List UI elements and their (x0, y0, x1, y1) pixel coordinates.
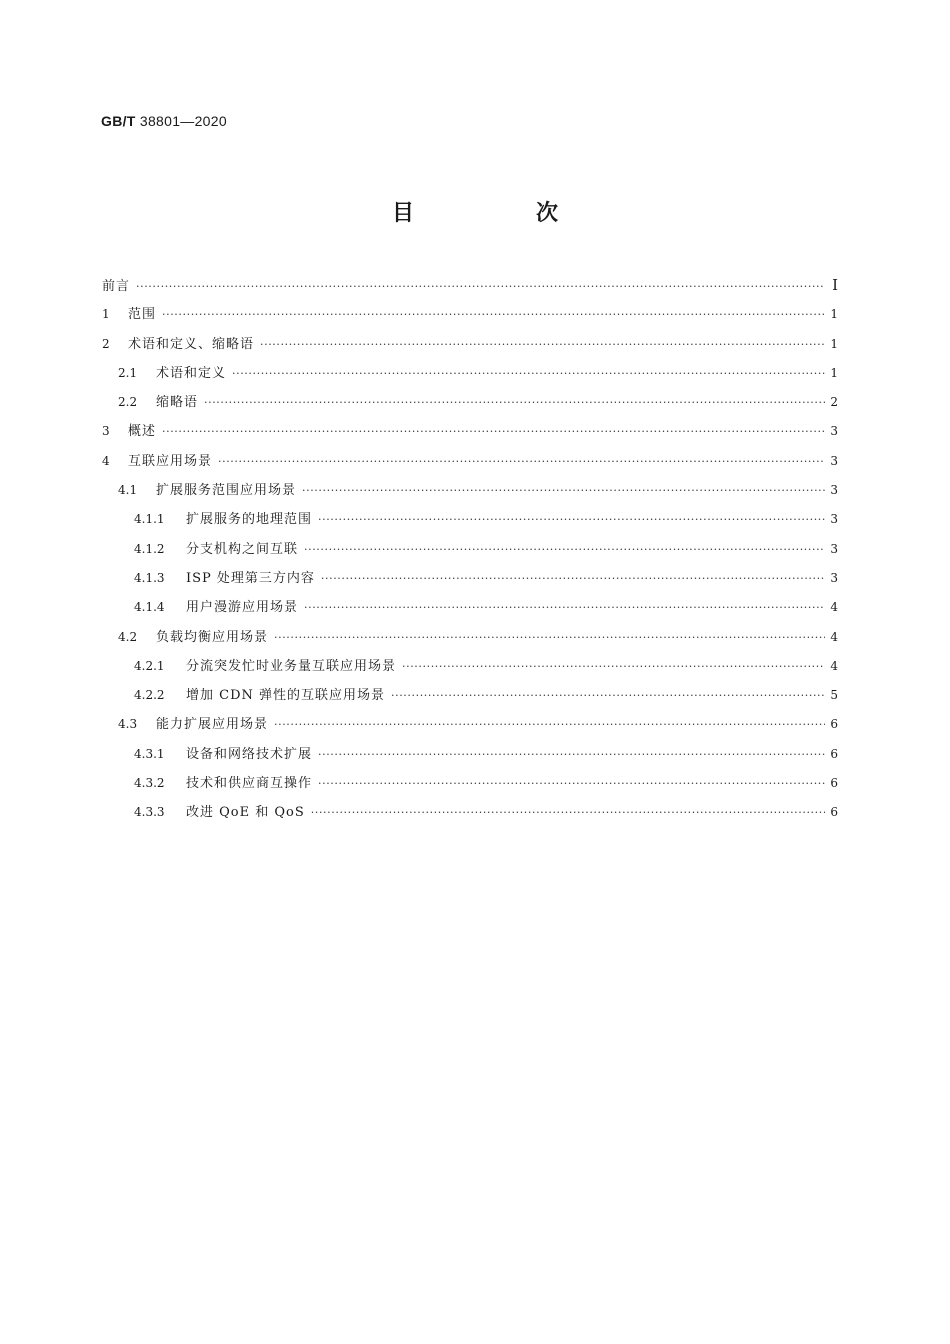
toc-entry-title: 术语和定义 (156, 365, 227, 381)
dot-leader (318, 508, 825, 532)
toc-entry[interactable] (102, 742, 838, 771)
toc-entry-number: 2.2 (118, 395, 138, 410)
toc-entry-title: 术语和定义、缩略语 (128, 336, 255, 352)
toc-entry-number: 4.1.4 (134, 600, 165, 615)
standard-code (101, 113, 227, 129)
dot-leader (318, 772, 825, 796)
dot-leader (274, 713, 825, 737)
toc-entry-title: 互联应用场景 (128, 453, 213, 469)
toc-entry[interactable] (102, 332, 838, 361)
toc-entry-number: 4.2.2 (134, 688, 165, 703)
toc-entry-title: 能力扩展应用场景 (156, 717, 269, 733)
dot-leader (304, 538, 825, 562)
toc-entry[interactable] (102, 302, 838, 331)
toc-entry-number: 4.3 (118, 717, 138, 732)
toc-entry-page: 6 (830, 717, 838, 732)
toc-entry-title: 概述 (128, 424, 157, 440)
toc-entry-title: 分支机构之间互联 (186, 541, 299, 557)
toc-entry[interactable] (102, 390, 838, 419)
dot-leader (318, 743, 825, 767)
dot-leader (162, 420, 825, 444)
toc-entry-page: 2 (830, 395, 838, 410)
toc-entry-title: 改进 QoE 和 QoS (186, 805, 305, 821)
toc-entry[interactable] (102, 419, 838, 448)
toc-entry-number: 4.1 (118, 483, 138, 498)
toc-entry-page: 4 (830, 629, 838, 644)
toc-entry-page: 6 (830, 805, 838, 820)
toc-entry-page: 4 (830, 600, 838, 615)
toc-entry-title: 分流突发忙时业务量互联应用场景 (186, 658, 397, 674)
toc-entry[interactable] (102, 478, 838, 507)
toc-entry-number: 4.2.1 (134, 658, 165, 673)
toc-entry-page: 3 (830, 483, 838, 498)
toc-entry-number: 4.3.1 (134, 746, 165, 761)
standard-prefix: GB/T (101, 113, 136, 129)
toc-entry[interactable] (102, 800, 838, 829)
toc-entry[interactable] (102, 595, 838, 624)
toc-entry[interactable] (102, 771, 838, 800)
toc-entry[interactable] (102, 654, 838, 683)
toc-entry-page: 6 (830, 746, 838, 761)
toc-entry[interactable] (102, 537, 838, 566)
dot-leader (232, 362, 825, 386)
dot-leader (162, 303, 825, 327)
toc-entry[interactable] (102, 566, 838, 595)
toc-entry-page: 1 (830, 365, 838, 380)
toc-entry-page: 5 (830, 688, 838, 703)
toc-entry-number: 4.2 (118, 629, 138, 644)
toc-entry-page: Ⅰ (832, 276, 838, 294)
toc-entry-page: 6 (830, 776, 838, 791)
dot-leader (311, 801, 825, 825)
dot-leader (274, 626, 825, 650)
toc-entry-number: 4.1.1 (134, 512, 165, 527)
dot-leader (402, 655, 825, 679)
toc-entry-title: 缩略语 (156, 395, 199, 411)
toc-entry-title: 范围 (128, 307, 157, 323)
dot-leader (304, 596, 825, 620)
dot-leader (260, 333, 825, 357)
toc-entry-number: 3 (102, 424, 110, 439)
toc-entry-page: 3 (830, 541, 838, 556)
toc-entry-page: 3 (830, 512, 838, 527)
toc-entry-title: 技术和供应商互操作 (186, 776, 313, 792)
toc-entry-page: 3 (830, 453, 838, 468)
toc-entry-number: 2 (102, 336, 110, 351)
toc-entry-page: 4 (830, 658, 838, 673)
toc-entry[interactable] (102, 712, 838, 741)
toc-entry-page: 3 (830, 424, 838, 439)
dot-leader (391, 684, 825, 708)
toc-entry-number: 4.3.2 (134, 776, 165, 791)
page-title: 目 次 (391, 201, 608, 226)
toc-entry-page: 1 (830, 336, 838, 351)
toc-entry-title: ISP 处理第三方内容 (186, 570, 315, 586)
dot-leader (136, 275, 823, 299)
toc-entry[interactable] (102, 361, 838, 390)
table-of-contents (102, 273, 838, 830)
toc-entry-title: 负载均衡应用场景 (156, 629, 269, 645)
toc-entry-title: 增加 CDN 弹性的互联应用场景 (186, 688, 386, 704)
toc-entry[interactable] (102, 449, 838, 478)
dot-leader (204, 391, 825, 415)
toc-entry[interactable] (102, 273, 838, 302)
dot-leader (302, 479, 825, 503)
toc-entry-number: 4.3.3 (134, 805, 165, 820)
toc-entry-title: 用户漫游应用场景 (186, 600, 299, 616)
dot-leader (218, 450, 825, 474)
standard-number: 38801—2020 (139, 113, 227, 129)
toc-entry[interactable] (102, 507, 838, 536)
toc-entry[interactable] (102, 625, 838, 654)
toc-entry-number: 4 (102, 453, 110, 468)
toc-entry-page: 3 (830, 570, 838, 585)
dot-leader (321, 567, 825, 591)
toc-entry-number: 2.1 (118, 365, 138, 380)
toc-entry-page: 1 (830, 307, 838, 322)
toc-entry-number: 4.1.2 (134, 541, 165, 556)
toc-entry-title: 扩展服务的地理范围 (186, 512, 313, 528)
toc-entry[interactable] (102, 683, 838, 712)
toc-entry-number: 1 (102, 307, 110, 322)
toc-entry-title: 设备和网络技术扩展 (186, 746, 313, 762)
toc-entry-title: 前言 (102, 279, 131, 294)
toc-entry-number: 4.1.3 (134, 570, 165, 585)
toc-entry-title: 扩展服务范围应用场景 (156, 483, 297, 499)
